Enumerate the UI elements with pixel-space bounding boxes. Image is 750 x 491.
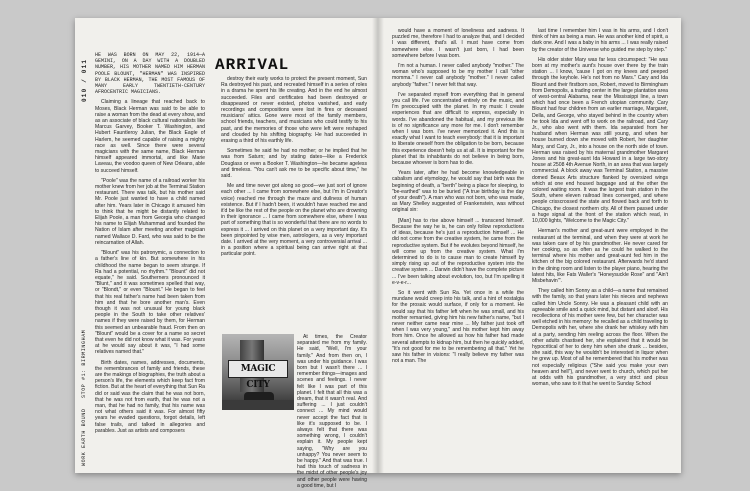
paragraph: "Blount" was his patronymic, a connection to a father's line of kin. But somewhere in his childhood the name began to seem strange. If Ra had a potential, no rhythm." "Blount" did not equate," he said. Southerners pronounced it "Blunt," and it was sometimes spelled that way, or "Blondt," or even "Blount." He began to feel that his real father's name had been taken from him and that he bore another man's. Even though it was not unusual for young black people in the South to take other relatives' names if they were raised by them, for Herman this seemed an unbearable fraud. From then on "Blount" would be a cover for a name so secret that even he did not know what it was. For years at he would say about it was, "I had some relatives named that.": [95, 250, 205, 356]
paragraph: I've separated myself from everything that in general you call life. I've concentrated entirely on the music, and I'm preoccupied with the planet. In my music I create experiences that are difficult to express, especially in words. I've abandoned the habitual, and my previous life is of no significance any more for me. I don't remember when I was born. I've never memorized it. And this is exactly what I want to teach everybody: that it is important to liberate oneself from the obligation to be born, because this experience doesn't help us at all. It is important for the planet that its inhabitants do not believe in being born, because whoever is born has to die.: [392, 91, 524, 167]
paragraph: They called him Sonny as a child—a name that remained with the family, so that years later his nieces and nephews called him Uncle Sonny. He was a pleasant child with an agreeable smile and a quick mind, but distant and aloof. His recollections of his mother were few, but her character was well etched in his memory: he recalled as a child traveling to Demopolis with her, where she drank her whiskey with him at a party, sending him reeling across the floor. When the other adults chastised her, she explained that it would be hypocritical of her to deny him when she drank ... besides, she said, this way he wouldn't be interested in liquor when he grew up. Most of all he remembered that his mother was not especially religious ("She said you make your own heaven and hell"), and never went to church, which put her at odds with his grandmother, a very strict and pious woman, who saw to it that he went to Sunday School: [532, 288, 668, 388]
paragraph: [Man] has to rise above himself ... transcend himself. Because the way he is, he can only follow reproductions of ideas, because he's just a reproduction himself ... He did not come from the creative system, he came from the reproductive system. But if he evolutes beyond himself, he will come up from the creative system. What I'm determined to do is to cause man to create himself by simply rising up out of the reproductive system into the creative system ... Darwin didn't have the complete picture ... I've been talking about evolution, too, but I'm spelling it e-v-e-r...: [392, 217, 524, 286]
magic-city-sign: MAGIC CITY: [228, 360, 288, 378]
magazine-spread: [75, 18, 681, 489]
paragraph: destroy their early works to protect the present moment, Sun Ra destroyed his past, and recreated himself in a series of roles in a drama he spent his life creating. And in the end he almost succeeded. Files and certificates had been destroyed or disappeared or never existed, photos vanished, and early recordings and compositions were lost in fires or deceased musicians' attics. Gone were most of the family members, school friends, teachers, and musicians who could testify to his past, and the memories of those who were left were reshaped and clouded by his shifting biography. He had succeeded in erasing a third of his earthly life.: [221, 76, 367, 145]
street: [222, 400, 294, 410]
paragraph: would have a moment of loneliness and sadness. It puzzled me, therefore I had to analyze that, and I decided I was different, that's all. I must have come from somewhere else. I wasn't just born, I had been somewhere before I was born.: [392, 28, 524, 59]
left-page: [75, 18, 378, 489]
paragraph: Years later, after he had become knowledgeable in cabalism and etymology, he would say that birth was the beginning of death, a "berth" being a place for sleeping, to "be-earthed" was to be buried ("A true birthday is the day of your death"). A man who was not born, who was made, as Mary Shelley suggested of Frankenstein, was without original sin:: [392, 170, 524, 214]
magic-city-photo: [222, 334, 294, 410]
paragraph: Sometimes he said he had no mother; or he implied that he was from Saturn; and by stating dates—like a Frederick Douglass or even a Booker T. Washington—he became ageless and timeless. "You can't ask me to be specific about time," he said.: [221, 148, 367, 180]
paragraph: His older sister Mary was far less circumspect: "He was born at my mother's aunt's house over there by the train station ... I know, 'cause I got on my knees and peeped through the keyhole. He's not from no Mars." Cary and Ida Blount and their firstborn son, Robert, moved to Birmingham from Demopolis, a trading center in the large plantation area of west-central Alabama, near the Mississippi line, a town which had once been a French utopian community. Cary Blount had four children from an earlier marriage, Margaret, Della, and George, who stayed behind in the country when he took Ida and went off to work on the railroad, and Cary Jr., who also went with them. Ida separated from her husband when Herman was still young, and when her house burned down she moved with Robert, her daughter Mary, and Cary, Jr., into a house on the north side of town. Herman was raised by his maternal grandmother Margaret Jones and his great-aunt Ida Howard in a large two-story house at 2508 4th Avenue North, in an area that was largely commercial. A block away was Terminal Station, a massive domed Beaux Arts structure flanked by oversized wings which at one end housed baggage and at the other the colored waiting room. It was the largest train station in the South, where eleven railroad lines converged, and where people crisscrossed the state and flowed back and forth to Chicago, the closest northern city. All of them passed under a huge signal at the front of the station which read, in 10,000 lights, "Welcome to the Magic City.": [532, 56, 668, 225]
paragraph: Herman's mother and great-aunt were employed in the restaurant at the terminal, and when they were at work he was taken care of by his grandmother. He never cared for her cooking, so as often as he could he walked to the terminal where his mother and great-aunt fed him in the kitchen of the big colored restaurant. Afterwards he'd stand in the dining room and listen to the player piano, hearing the latest hits, like Fats Waller's "Honeysuckle Rose" and "Ain't Misbehavin'".: [532, 228, 668, 284]
right-page: [378, 18, 681, 473]
paragraph: I'm not a human. I never called anybody "mother." The woman who's supposed to be my mother I call "other momma." I never call anybody "mother." I never called anybody "father." I never felt that way.: [392, 63, 524, 88]
paragraph: HE WAS BORN ON MAY 22, 1914—A GEMINI, ON A DAY WITH A DOUBLED NUMBER, HIS MOTHER NAMED HIM HERMAN POOLE BLOUNT, "HERMAN" WAS INSPIRED BY BLACK HERMAN, THE MOST FAMOUS OF MANY EARLY TWENTIETH-CENTURY AFROCENTRIC MAGICIANS.: [95, 52, 205, 96]
paragraph: Claiming a lineage that reached back to Moses, Black Herman was said to be able to raise a woman from the dead at every show, and as an associate of black cultural nationalists like Marcus Garvey, Booker T. Washington, and Hubert Fauntleroy Julian, the Black Eagle of Harlem, he seemed capable of raising a mighty race as well. Since there were several magicians with the same name, Black Herman himself appeared immortal, and like Marie Laveau, the voodoo queen of New Orleans, able to succeed himself.: [95, 99, 205, 174]
paragraph: "Poole" was the name of a railroad worker his mother knew from her job at the Terminal Station restaurant. There was talk, but his mother said Mr. Poole just wanted to have a child named after him. Years later in Chicago it amused him to think that he might be distantly related to Elijah Poole, a man from Georgia who changed his name to Elijah Muhammad and founded the Nation of Islam after meeting another magician named Wallace D. Fard, who was said to be the reincarnation of Allah.: [95, 177, 205, 246]
right-column-2: [532, 28, 668, 466]
page-number: 010 / 011: [81, 58, 88, 102]
left-column-2: [221, 76, 367, 332]
paragraph: last time I remember him I was in his arms, and I don't think of him as being a man. He was another kind of spirit, a dark one. And I was a baby in his arms ... I was really raised by the creator of the Universe who guided me step by step.": [532, 28, 668, 53]
left-column-1: [95, 52, 205, 466]
running-footer-sub: STOP #1: BIRMINGHAM: [81, 329, 87, 398]
paragraph: Me and time never got along so good—we just sort of ignore each other ... I came from somewhere else, but I'm in Creator's voice) reached me through the maze and dullness of human existence. But if I hadn't been, it wouldn't have reached me and it'd be like the rest of the people on the planet who are drowning in their ignorance ... I came from somewhere else, where I was part of something that is so wonderful that there are no words to express it ... I arrived on this planet on a very important day. It's been pinpointed by wise men, astrologers, as a very important date. I arrived at the very moment, a very controversial arrival ... in a position where a spiritual being can arrive right at that particular point.: [221, 183, 367, 258]
chapter-title: ARRIVAL: [215, 56, 290, 74]
running-footer: WORK EARTH BOUND: [81, 408, 87, 466]
paragraph: At times, the Creator separated me from my family. He said, "Well, I'm your family." And from then on, I was under his guidance. I was born but I wasn't there ... I remember things—images and scenes and feelings. I never felt like I was part of this planet. I felt that all this was a dream, that it wasn't real. And suffering ... I just couldn't connect ... My mind would never accept the fact that is like it's supposed to be. I always felt that there was something wrong, I couldn't explain it. My people kept saying, "Why are you unhappy? You never seem to be happy." And that was true. I had this touch of sadness in the midst of other people's joy and other people were having a good time, but I: [297, 334, 367, 489]
paragraph: Birth dates, names, addresses, documents, the remembrances of family and friends, these are the makings of biographies, the truth about a person's life, the elements which keep fact from fiction. But at the heart of everything that Sun Ra did or said was the claim that he was not born, that he was not from earth, that he was not a man, that he had no family, that his name was not what others said it was. For almost fifty years he evaded questions, forgot details, left false trails, and talked in allegories and parables. Just as artists and composers: [95, 359, 205, 434]
right-column-1: [392, 28, 524, 466]
paragraph: So it went with Sun Ra. Yet once in a while the mundane would creep into his talk, and a hint of nostalgia for the prosaic would surface, if only for a moment. He would say that his father left when he was small, and his mother remarried, giving him his new father's name, "but I never neither came near mine ... My father just took off when I was very young," and his mother kept him away from him. Once he allowed as how his father had made several attempts to kidnap him, but then he quickly added, "It's not good for me to be remembering all that." Yet he saw his father in visions: "I really believe my father was not a man. The: [392, 289, 524, 365]
left-column-2-wrap: [297, 334, 367, 489]
